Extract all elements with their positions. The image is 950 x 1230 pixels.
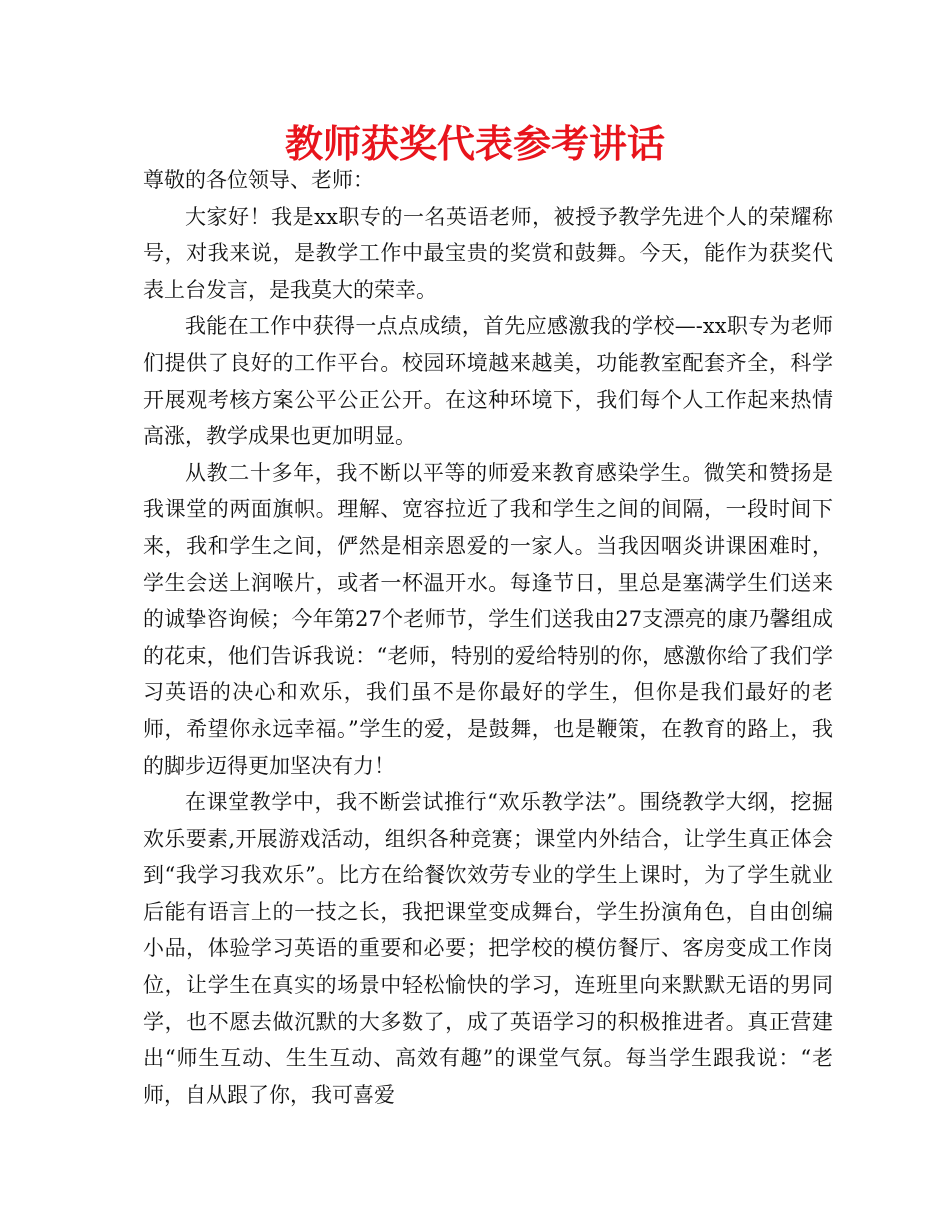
- paragraph-3: 从教二十多年，我不断以平等的师爱来教育感染学生。微笑和赞扬是我课堂的两面旗帜。理解、宽容拉近了我和学生之间的间隔，一段时间下来，我和学生之间，俨然是相亲恩爱的一家人。当我因咽炎讲课困难时，学生会送上润喉片，或者一杯温开水。每逢节日，里总是塞满学生们送来的诚挚咨询候；今年第27个老师节，学生们送我由27支漂亮的康乃馨组成的花束，他们告诉我说：“老师，特别的爱给特别的你，感激你给了我们学习英语的决心和欢乐，我们虽不是你最好的学生，但你是我们最好的老师，希望你永远幸福。”学生的爱，是鼓舞，也是鞭策，在教育的路上，我的脚步迈得更加坚决有力！: [143, 460, 833, 778]
- paragraph-4: 在课堂教学中，我不断尝试推行“欢乐教学法”。围绕教学大纲，挖掘欢乐要素,开展游戏活动，组织各种竞赛；课堂内外结合，让学生真正体会到“我学习我欢乐”。比方在给餐饮效劳专业的学生上课时，为了学生就业后能有语言上的一技之长，我把课堂变成舞台，学生扮演角色，自由创编小品，体验学习英语的重要和必要；把学校的模仿餐厅、客房变成工作岗位，让学生在真实的场景中轻松愉快的学习，连班里向来默默无语的男同学，也不愿去做沉默的大多数了，成了英语学习的积极推进者。真正营建出“师生互动、生生互动、高效有趣”的课堂气氛。每当学生跟我说：“老师，自从跟了你，我可喜爱: [143, 790, 833, 1107]
- paragraph-2: 我能在工作中获得一点点成绩，首先应感激我的学校—-xx职专为老师们提供了良好的工作平台。校园环境越来越美，功能教室配套齐全，科学开展观考核方案公平公正公开。在这种环境下，我们每个人工作起来热情高涨，教学成果也更加明显。: [143, 314, 833, 449]
- document-title: 教师获奖代表参考讲话: [284, 122, 665, 166]
- document-body: [143, 162, 833, 1113]
- salutation: 尊敬的各位领导、老师：: [143, 168, 374, 192]
- paragraph-1: 大家好！我是xx职专的一名英语老师，被授予教学先进个人的荣耀称号，对我来说，是教学工作中最宝贵的奖赏和鼓舞。今天，能作为获奖代表上台发言，是我莫大的荣幸。: [143, 204, 833, 302]
